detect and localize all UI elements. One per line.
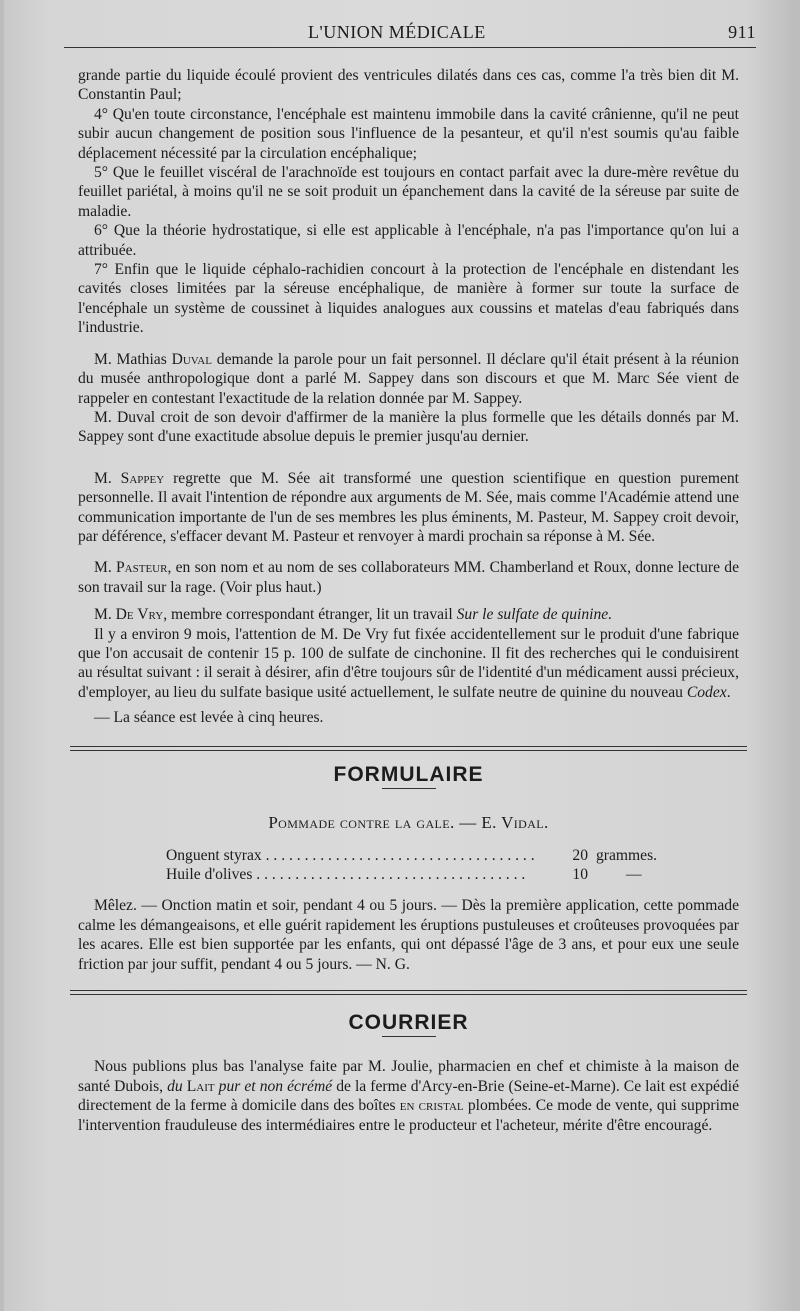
courrier-heading: COURRIER bbox=[348, 1011, 469, 1035]
product-name: Lait bbox=[186, 1077, 215, 1095]
text-run: du bbox=[167, 1077, 187, 1095]
text-run: Nous publions plus bas l'analyse faite par M. Joulie, pharmacien en chef et chimiste à la maison de santé Dubois, bbox=[78, 1058, 739, 1095]
speaker-name: M. Pasteur bbox=[94, 559, 168, 577]
paragraph-courrier bbox=[78, 1057, 739, 1135]
text-run: demande la parole pour un fait personnel. Il déclare qu'il était présent à la réunion du musée anthropologique dont a parlé M. Sappey dans son discours et que M. Marc Sée vient de rappeler en contestant l'exactitude de la relation donnée par M. Sappey. bbox=[78, 350, 739, 407]
ingredient-row bbox=[166, 846, 739, 865]
codex-ref: Codex bbox=[686, 683, 727, 701]
paragraph-duval-2: M. Duval croit de son devoir d'affirmer de la manière la plus formelle que les détails donnés par M. Sappey sont d'une exactitude absolue depuis le premier jusqu'au dernier. bbox=[78, 408, 739, 446]
text-run: plombées. Ce mode de vente, qui supprime l'intervention frauduleuse des intermédiaires entre le producteur et l'acheteur, mérite d'être encouragé. bbox=[78, 1097, 739, 1134]
paragraph-intro: grande partie du liquide écoulé provient des ventricules dilatés dans ces cas, comme l'a très bien dit M. Constantin Paul; bbox=[78, 67, 739, 104]
text-run: , en son nom et au nom de ses collaborateurs MM. Chamberland et Roux, donne lecture de son travail sur la rage. (Voir plus haut.) bbox=[78, 559, 739, 596]
paragraph-point-7: 7° Enfin que le liquide céphalo-rachidien concourt à la protection de l'encéphale en distendant les cavités closes limitées par la séreuse encéphalique, de manière à former sur toute la surface de l'encéphale un système de coussinet à liquides analogues aux coussins et matelas d'eau fabriqués dans l'industrie. bbox=[78, 261, 739, 337]
heading-rule bbox=[382, 788, 436, 789]
text-run: Il y a environ 9 mois, l'attention de M. De Vry fut fixée accidentellement sur le produit d'une fabrique que l'on accusait de contenir 15 p. 100 de sulfate de cinchonine. Il fit des recherches qui le conduisirent au résultat suivant : il serait à désirer, afin d'être toujours sûr de l'identité d'un médicament aussi précieux, d'employer, au lieu du sulfate basique usité actuellement, le sulfate neutre de quinine du nouveau bbox=[78, 625, 739, 701]
ingredient-row bbox=[166, 865, 739, 884]
text-run: regrette que M. Sée ait transformé une question scientifique en question purement personnelle. Il avait l'intention de répondre aux arguments de M. Sée, mais comme l'Académie attend une communication importante de l'un de ses membres les plus éminents, M. Pasteur, M. Sappey croit devoir, par déférence, s'effacer devant M. Pasteur et renvoyer à mardi prochain sa réponse à M. Sée. bbox=[78, 469, 739, 545]
paragraph-duval-1 bbox=[78, 350, 739, 408]
recipe-title: Pommade contre la gale. — E. Vidal. bbox=[268, 813, 549, 832]
ingredient-unit: — bbox=[626, 866, 642, 884]
text-run: pur et non écrémé bbox=[214, 1077, 333, 1095]
paragraph-devry-1 bbox=[78, 605, 739, 624]
journal-page bbox=[4, 0, 794, 1311]
text-run: de la ferme d'Arcy-en-Brie (Seine-et-Marne). Ce lait est expédié directement de la ferme à domicile dans des boîtes bbox=[78, 1077, 739, 1115]
page-number: 911 bbox=[728, 22, 756, 42]
article-body bbox=[78, 66, 739, 1135]
speaker-name: M. Sappey bbox=[94, 469, 165, 487]
ingredient-qty: 20 bbox=[572, 847, 588, 865]
ingredient-name: Huile d'olives . . . bbox=[166, 865, 558, 884]
paragraph-seance: — La séance est levée à cinq heures. bbox=[94, 709, 324, 727]
header-rule bbox=[64, 47, 756, 48]
ingredient-name: Onguent styrax . . . bbox=[166, 846, 558, 865]
text-run: , membre correspondant étranger, lit un travail bbox=[163, 606, 457, 624]
paragraph-point-4: 4° Qu'en toute circonstance, l'encéphale est maintenu immobile dans la cavité crânienne, qu'il ne peut subir aucun changement de position sous l'influence de la pesanteur, et qu'il n'est soumis qu'au faible déplacement nécessité par la circulation encéphalique; bbox=[78, 105, 739, 162]
speaker-name: De Vry bbox=[115, 606, 164, 624]
text-run: en bbox=[399, 1097, 415, 1115]
paragraph-point-5: 5° Que le feuillet viscéral de l'arachnoïde est toujours en contact parfait avec la dure-mère revêtue du feuillet pariétal, à moins qu'il ne se soit produit un épanchement dans la cavité de la séreuse par suite de maladie. bbox=[78, 164, 739, 220]
recipe-ingredients bbox=[166, 846, 739, 884]
text-run: M. Mathias bbox=[94, 350, 172, 368]
formulaire-heading: FORMULAIRE bbox=[333, 762, 484, 786]
journal-title: L'UNION MÉDICALE bbox=[308, 22, 486, 42]
paragraph-formulaire: Mêlez. — Onction matin et soir, pendant 4 ou 5 jours. — Dès la première application, cette pommade calme les démangeaisons, et elle guérit rapidement les éruptions pustuleuses et croûteuses provoquées par les acares. Elle est bien supportée par les enfants, qui ont dépassé l'âge de 3 ans, et pour eux une seule friction par jour suffit, pendant 4 ou 5 jours. — N. G. bbox=[78, 897, 739, 973]
running-header bbox=[64, 20, 756, 50]
ingredient-unit: grammes. bbox=[596, 847, 658, 865]
speaker-name: Duval bbox=[171, 350, 212, 368]
section-double-rule bbox=[70, 746, 747, 751]
paragraph-sappey bbox=[78, 469, 739, 547]
paragraph-pasteur bbox=[78, 558, 739, 597]
work-title: Sur le sulfate de quinine. bbox=[456, 606, 613, 624]
text-run: M. bbox=[94, 606, 116, 624]
section-double-rule bbox=[70, 990, 747, 995]
paragraph-devry-2 bbox=[78, 625, 739, 703]
text-run: . bbox=[726, 683, 731, 701]
text-run: cristal bbox=[418, 1097, 464, 1115]
ingredient-qty: 10 bbox=[572, 866, 588, 884]
paragraph-point-6: 6° Que la théorie hydrostatique, si elle est applicable à l'encéphale, n'a pas l'importance qu'on lui a attribuée. bbox=[78, 222, 739, 259]
